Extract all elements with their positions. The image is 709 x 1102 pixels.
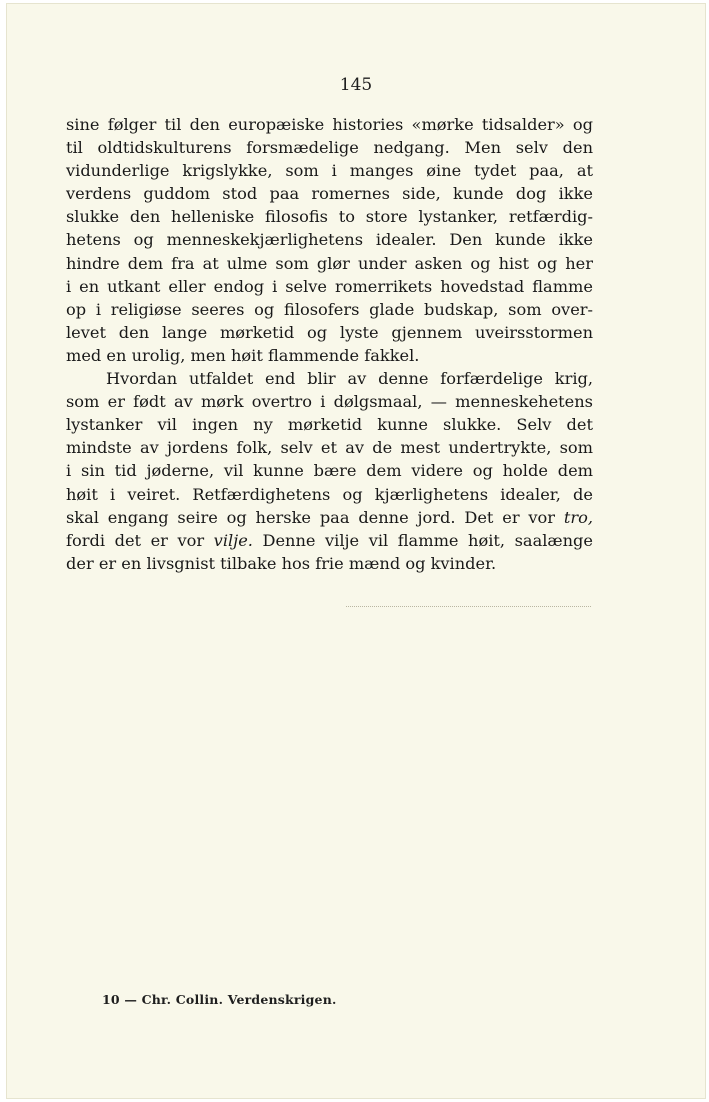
text-line: hetens og menneskekjærlighetens idealer. Den kunde ikke — [66, 230, 593, 250]
text-line: Hvordan utfaldet end blir av denne forfærdelige krig, — [106, 369, 593, 389]
text-line: levet den lange mørketid og lyste gjennem uveirsstormen — [66, 322, 593, 342]
text-line: der er en livsgnist tilbake hos frie mænd og kvinder. — [66, 553, 497, 573]
text-line: lystanker vil ingen ny mørketid kunne slukke. Selv det — [66, 415, 593, 435]
text-line: hindre dem fra at ulme som glør under asken og hist og her — [66, 253, 593, 273]
text-line: mindste av jordens folk, selv et av de mest undertrykte, som — [66, 438, 593, 458]
end-divider — [346, 606, 591, 607]
text-line: op i religiøse seeres og filosofers glade budskap, som over- — [66, 299, 593, 319]
text-line: skal engang seire og herske paa denne jord. Det er vor tro, — [66, 507, 593, 527]
page-number: 145 — [339, 75, 373, 95]
text-line: som er født av mørk overtro i dølgsmaal, — menneskehetens — [66, 392, 593, 412]
text-line: vidunderlige krigslykke, som i manges øine tydet paa, at — [66, 161, 593, 181]
signature-footer: 10 — Chr. Collin. Verdenskrigen. — [102, 992, 337, 1007]
text-line: i sin tid jøderne, vil kunne bære dem videre og holde dem — [66, 461, 593, 481]
text-line: høit i veiret. Retfærdighetens og kjærlighetens idealer, de — [66, 484, 593, 504]
text-line: med en urolig, men høit flammende fakkel. — [66, 345, 420, 365]
book-page — [6, 3, 706, 1099]
text-line: verdens guddom stod paa romernes side, kunde dog ikke — [66, 184, 593, 204]
text-line: slukke den helleniske filosofis to store lystanker, retfærdig- — [66, 207, 593, 227]
text-line: i en utkant eller endog i selve romerrikets hovedstad flamme — [66, 276, 593, 296]
body-text — [66, 113, 593, 575]
text-line: til oldtidskulturens forsmædelige nedgang. Men selv den — [66, 138, 593, 158]
text-line: sine følger til den europæiske histories «mørke tidsalder» og — [66, 115, 593, 134]
text-line: fordi det er vor vilje. Denne vilje vil flamme høit, saalænge — [66, 530, 593, 550]
